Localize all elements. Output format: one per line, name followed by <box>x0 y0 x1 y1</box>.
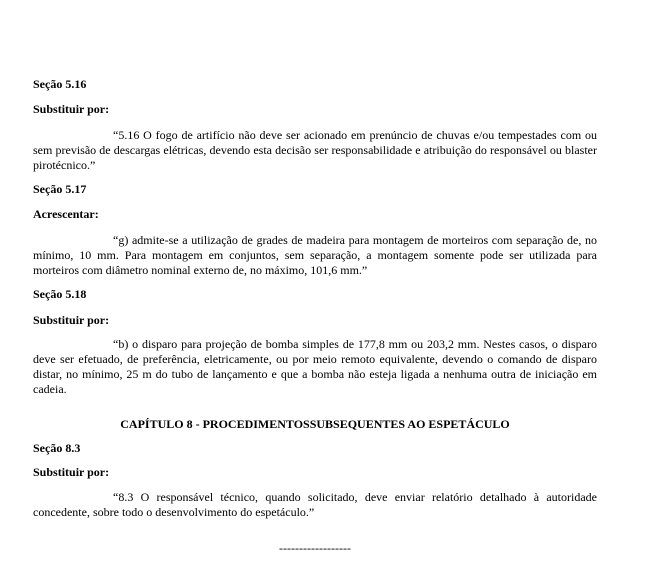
section-5-17-title: Seção 5.17 <box>33 182 87 196</box>
section-5-17-action: Acrescentar: <box>33 207 99 221</box>
section-8-3-action: Substituir por: <box>33 465 110 479</box>
section-5-18-action: Substituir por: <box>33 313 110 327</box>
section-5-16-action: Substituir por: <box>33 102 110 116</box>
chapter-8-title: CAPÍTULO 8 - PROCEDIMENTOSSUBSEQUENTES AO ESPETÁCULO <box>120 417 510 431</box>
section-5-18-text: “b) o disparo para projeção de bomba simples de 177,8 mm ou 203,2 mm. Nestes casos, o disparo deve ser efetuado, de preferência, eletricamente, ou por meio remoto equivalente, devendo o comando de disparo distar, no mínimo, 25 m do tubo de lançamento e que a bomba não esteja ligada a nenhuma outra de iniciação em cadeia. <box>33 337 597 396</box>
section-5-16-title: Seção 5.16 <box>33 77 87 91</box>
separator-line: ------------------ <box>279 541 351 555</box>
section-8-3-title: Seção 8.3 <box>33 441 81 455</box>
section-5-18-title: Seção 5.18 <box>33 287 87 301</box>
section-5-16-text: “5.16 O fogo de artifício não deve ser acionado em prenúncio de chuvas e/ou tempestades com ou sem previsão de descargas elétricas, devendo esta decisão ser responsabilidade e atribuição do responsável ou blaster pirotécnico.” <box>33 128 597 172</box>
section-5-17-text: “g) admite-se a utilização de grades de madeira para montagem de morteiros com separação de, no mínimo, 10 mm. Para montagem em conjuntos, sem separação, a montagem somente pode ser utilizada para morteiros com diâmetro nominal externo de, no máximo, 101,6 mm.” <box>33 233 597 277</box>
section-8-3-text: “8.3 O responsável técnico, quando solicitado, deve enviar relatório detalhado à autoridade concedente, sobre todo o desenvolvimento do espetáculo.” <box>33 490 597 519</box>
